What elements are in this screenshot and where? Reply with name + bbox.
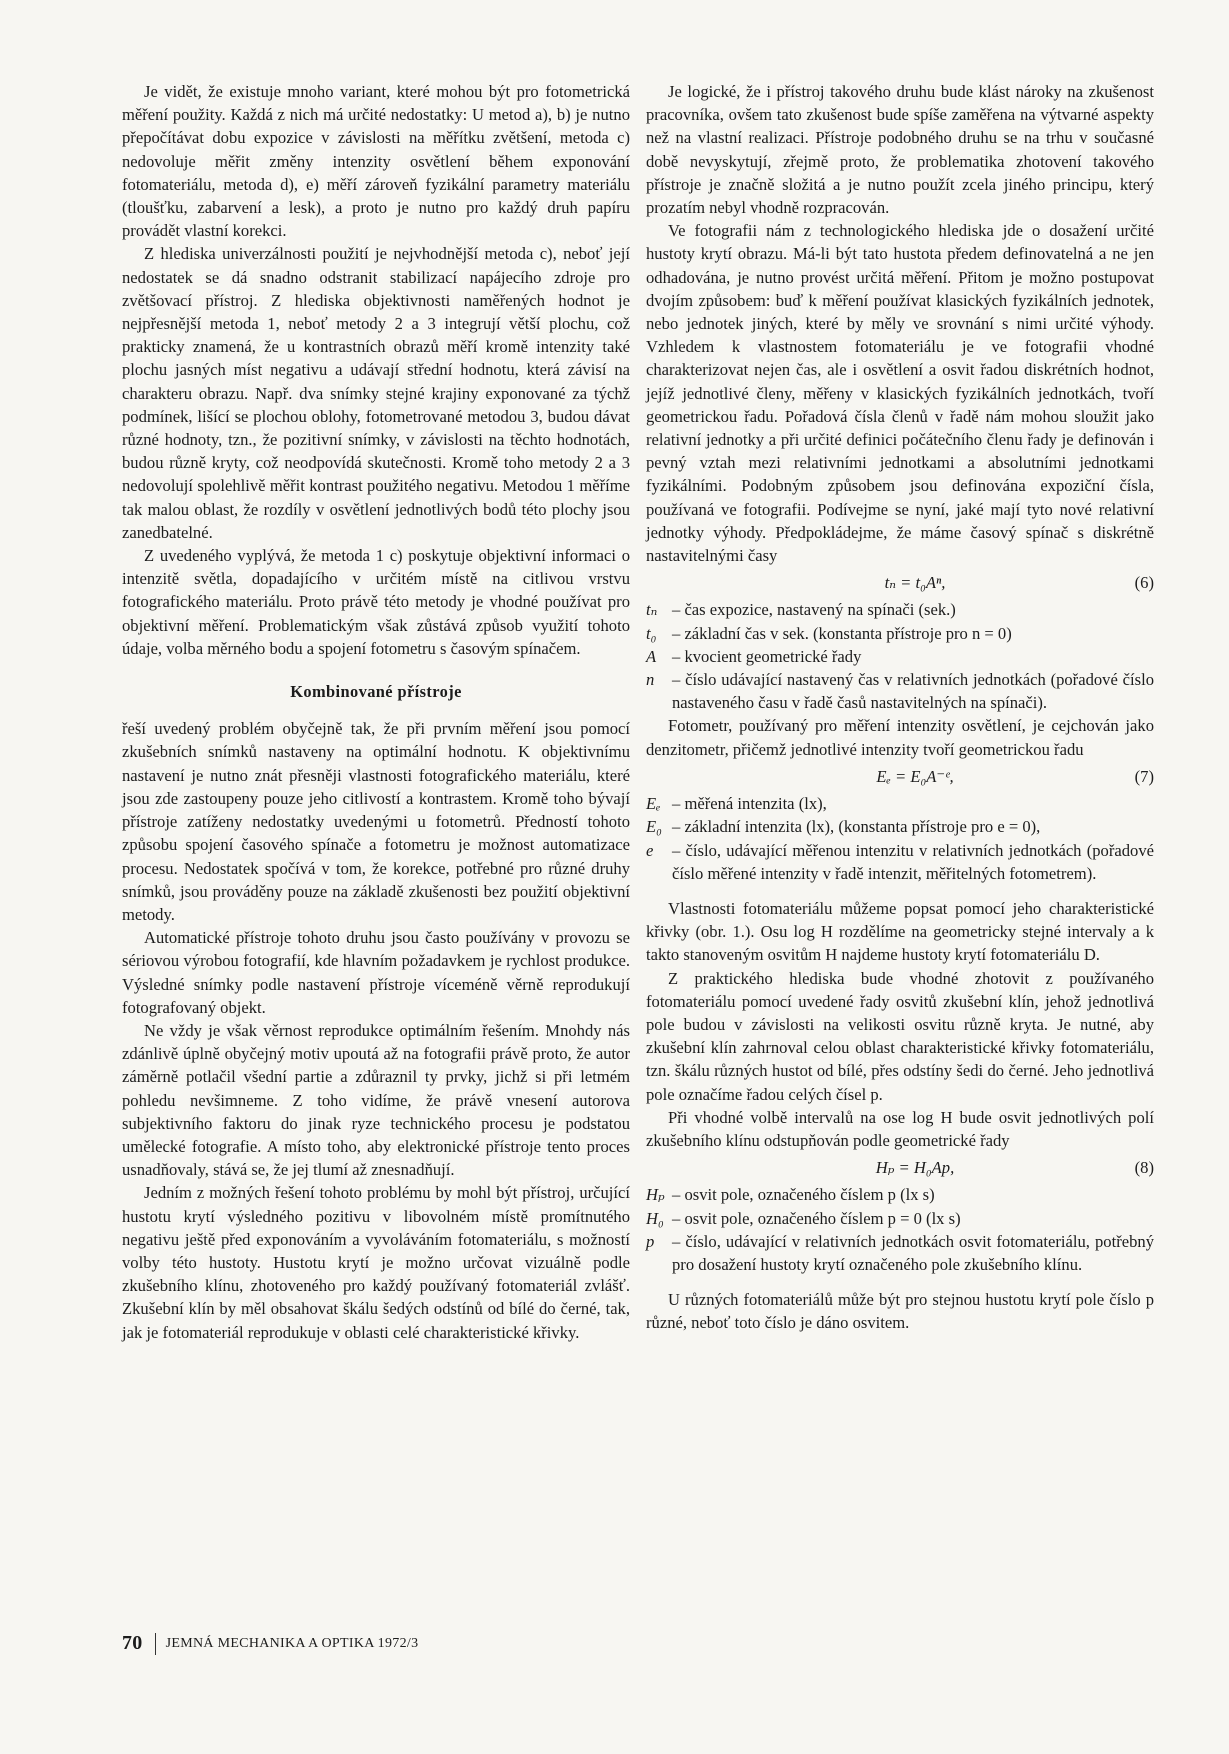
legend-symbol: p (646, 1231, 655, 1251)
legend-symbol: A (646, 646, 657, 666)
legend-text: – základní intenzita (lx), (konstanta přístroje pro e = 0), (672, 817, 1041, 837)
paragraph: řeší uvedený problém obyčejně tak, že při prvním měření jsou pomocí zkušebních snímků nastaveny na optimální hodnotu. K objektivnímu nastavení je nutno znát přesněji vlastnosti fotografického materiálu, které jsou zde zastoupeny pouze jeho citlivostí a kontrastem. Kromě toho bývají přístroje zatíženy nedostatky uvedenými u fotometrů. Předností tohoto způsobu spojení časového spínače a fotometru je možnost automatizace procesu. Nedostatek spočívá v tom, že korekce, potřebné pro různé druhy snímků, jsou prováděny pouze na základě zkušenosti bez použití objektivní metody. (122, 719, 630, 924)
equation-8 (646, 1156, 1154, 1179)
paragraph: Z uvedeného vyplývá, že metoda 1 c) poskytuje objektivní informaci o intenzitě světla, dopadajícího v určitém místě na citlivou vrstvu fotografického materiálu. Proto právě této metody je vhodné používat pro objektivní měření. Problematickým však zůstává způsob využití tohoto údaje, volba měrného bodu a spojení fotometru s časovým spínačem. (122, 546, 630, 658)
paragraph: Při vhodné volbě intervalů na ose log H bude osvit jednotlivých polí zkušebního klínu odstupňován podle geometrické řady (646, 1107, 1154, 1150)
legend-row (646, 645, 1154, 668)
journal-name: JEMNÁ MECHANIKA A OPTIKA 1972/3 (165, 1635, 419, 1651)
paragraph: Z hlediska univerzálnosti použití je nejvhodnější metoda c), neboť její nedostatek se dá snadno odstranit stabilizací napájecího zdroje pro zvětšovací přístroj. Z hlediska objektivnosti naměřených hodnot je nejpřesnější metoda 1, neboť metody 2 a 3 integrují větší plochu, což prakticky znamená, že u kontrastních obrazů měří kromě intenzity také plochu jasných míst negativu a udávají střední hodnotu, která závisí na charakteru obrazu. Např. dva snímky stejné krajiny exponované za týchž podmínek, lišící se plochou oblohy, fotometrované metodou 3, budou dávat různé hodnoty, tzn., že pozitivní snímky, v závislosti na těchto hodnotách, budou různě kryty, což neodpovídá skutečnosti. Kromě toho metody 2 a 3 nedovolují spolehlivě měřit kontrast použitého negativu. Metodou 1 měříme tak malou oblast, že rozdíly v osvětlení jednotlivých bodů této plochy jsou zanedbatelné. (122, 244, 630, 542)
paragraph: Z praktického hlediska bude vhodné zhotovit z používaného fotomateriálu pomocí uvedené řady osvitů zkušební klín, jehož jednotlivá pole budou v závislosti na velikosti osvitu různě kryta. Je nutné, aby zkušební klín zahrnoval celou oblast charakteristické křivky fotomateriálu, tzn. škálu různých hustot od bílé, přes odstíny šedi do černé. Jeho jednotlivá pole označíme řadou celých čísel p. (646, 968, 1154, 1104)
legend-text: – kvocient geometrické řady (672, 646, 862, 666)
paragraph: Ve fotografii nám z technologického hlediska jde o dosažení určité hustoty krytí obrazu. Má-li být tato hustota předem definovatelná a ne jen odhadována, je nutno provést určitá měření. Přitom je možno postupovat dvojím způsobem: buď k měření používat klasických fyzikálních jednotek, nebo jednotek jiných, které by měly ve srovnání s nimi určité výhody. Vzhledem k vlastnostem fotomateriálu je ve fotografii vhodné charakterizovat nejen čas, ale i osvětlení a osvit řadou diskrétních hodnot, jejíž jednotlivé členy, měřeny v klasických fyzikálních jednotkách, tvoří geometrickou řadu. Pořadová čísla členů v řadě nám mohou sloužit jako relativní jednotky a při určité definici počátečního členu řady je definován i pevný vztah mezi relativními jednotkami a absolutními jednotkami fyzikálními. Podobným způsobem jsou definována expoziční čísla, používaná ve fotografii. Podívejme se nyní, jaké mají tyto nové relativní jednotky výhody. Předpokládejme, že máme časový spínač s diskrétně nastavitelnými časy (646, 221, 1154, 566)
page-number: 70 (122, 1632, 143, 1654)
equation-number: (8) (1134, 1158, 1154, 1178)
legend-symbol: tₙ (646, 600, 658, 620)
paragraph: Vlastnosti fotomateriálu můžeme popsat pomocí jeho charakteristické křivky (obr. 1.). Osu log H rozdělíme na geometricky stejné intervaly a k takto stanoveným osvitům H najdeme hustoty krytí fotomateriálu D. (646, 898, 1154, 965)
legend-text: – osvit pole, označeného číslem p = 0 (lx s) (672, 1208, 961, 1228)
page-footer (122, 1632, 418, 1655)
legend-6 (646, 598, 1154, 714)
legend-symbol: n (646, 670, 655, 690)
legend-row (646, 598, 1154, 621)
legend-text: – číslo, udávající měřenou intenzitu v relativních jednotkách (pořadové číslo měřené intenzity v řadě intenzit, měřitelných fotometrem). (672, 840, 1154, 883)
equation-number: (7) (1134, 766, 1154, 786)
left-column (122, 80, 630, 1344)
legend-text: – osvit pole, označeného číslem p (lx s) (672, 1185, 935, 1205)
paragraph: Ne vždy je však věrnost reprodukce optimálním řešením. Mnohdy nás zdánlivě úplně obyčejný motiv upoutá až na fotografii právě proto, že autor záměrně potlačil všední partie a zdůraznil ty prvky, jichž si při letmém pohledu nevšimneme. Z toho vidíme, že právě vnesení autorova subjektivního faktoru do jinak ryze technického procesu je podstatou umělecké fotografie. A místo toho, aby elektronické přístroje tento proces usnadňovaly, stává se, že jej tlumí až znesnadňují. (122, 1020, 630, 1180)
equation-formula: Eₑ = E₀A⁻ᵉ, (876, 766, 954, 786)
equation-formula: Hₚ = H₀Ap, (875, 1158, 955, 1178)
legend-symbol: e (646, 840, 654, 860)
equation-number: (6) (1134, 573, 1154, 593)
legend-7 (646, 792, 1154, 885)
legend-symbol: Hₚ (646, 1185, 665, 1205)
legend-symbol: E₀ (646, 817, 662, 837)
legend-row (646, 839, 1154, 885)
legend-row (646, 792, 1154, 815)
right-column (646, 80, 1154, 1335)
legend-text: – číslo udávající nastavený čas v relativních jednotkách (pořadové číslo nastaveného času v řadě časů nastavitelných na spínači). (672, 670, 1154, 713)
equation-6 (646, 571, 1154, 594)
legend-text: – základní čas v sek. (konstanta přístroje pro n = 0) (672, 623, 1012, 643)
legend-symbol: Eₑ (646, 794, 661, 814)
legend-row (646, 668, 1154, 714)
legend-row (646, 815, 1154, 838)
section-heading: Kombinované přístroje (290, 682, 462, 702)
equation-7 (646, 765, 1154, 788)
legend-text: – číslo, udávající v relativních jednotkách osvit fotomateriálu, potřebný pro dosažení hustoty krytí označeného pole zkušebního klínu. (672, 1231, 1154, 1274)
paragraph: Je logické, že i přístroj takového druhu bude klást nároky na zkušenost pracovníka, ovšem tato zkušenost bude spíše zaměřena na výtvarné aspekty než na vlastní realizaci. Přístroje podobného druhu se na trhu v současné době nevyskytují, zřejmě proto, že problematika zhotovení takového přístroje je značně složitá a je nutno použít zcela jiného principu, který prozatím nebyl vhodně rozpracován. (646, 82, 1154, 218)
legend-text: – měřená intenzita (lx), (672, 794, 827, 814)
paragraph: Fotometr, používaný pro měření intenzity osvětlení, je cejchován jako denzitometr, přičemž jednotlivé intenzity tvoří geometrickou řadu (646, 716, 1154, 759)
legend-row (646, 1183, 1154, 1206)
equation-formula: tₙ = t₀Aⁿ, (884, 573, 946, 593)
paragraph: Jedním z možných řešení tohoto problému by mohl být přístroj, určující hustotu krytí výsledného pozitivu v libovolném místě promítnutého negativu ještě před exponováním a vyvoláváním fotomateriálu, s možností volby této hustoty. Hustotu krytí je možno určovat vizuálně podle zkušebního klínu, zhotoveného pro každý používaný fotomateriál zvlášť. Zkušební klín by měl obsahovat škálu šedých odstínů od bílé do černé, tak, jak je fotomateriál reprodukuje v oblasti celé charakteristické křivky. (122, 1183, 630, 1342)
legend-row (646, 1207, 1154, 1230)
paragraph: Automatické přístroje tohoto druhu jsou často používány v provozu se sériovou výrobou fotografií, kde hlavním požadavkem je rychlost produkce. Výsledné snímky podle nastavení přístroje víceméně věrně reprodukují fotografovaný objekt. (122, 928, 630, 1017)
footer-divider (155, 1633, 156, 1655)
legend-row (646, 622, 1154, 645)
paragraph: Je vidět, že existuje mnoho variant, které mohou být pro fotometrická měření použity. Každá z nich má určité nedostatky: U metod a), b) je nutno přepočítávat dobu expozice v závislosti na měřítku zvětšení, metoda c) nedovoluje měřit změny intenzity osvětlení během exponování fotomateriálu, metoda d), e) měří zároveň fyzikální parametry materiálu (tloušťku, zabarvení a lesk), a proto je nutno pro každý druh papíru provádět vlastní korekci. (122, 82, 630, 241)
paragraph: U různých fotomateriálů může být pro stejnou hustotu krytí pole číslo p různé, neboť toto číslo je dáno osvitem. (646, 1290, 1154, 1333)
legend-symbol: t₀ (646, 623, 657, 643)
legend-symbol: H₀ (646, 1208, 664, 1228)
legend-row (646, 1230, 1154, 1276)
legend-8 (646, 1183, 1154, 1276)
legend-text: – čas expozice, nastavený na spínači (sek.) (672, 600, 956, 620)
